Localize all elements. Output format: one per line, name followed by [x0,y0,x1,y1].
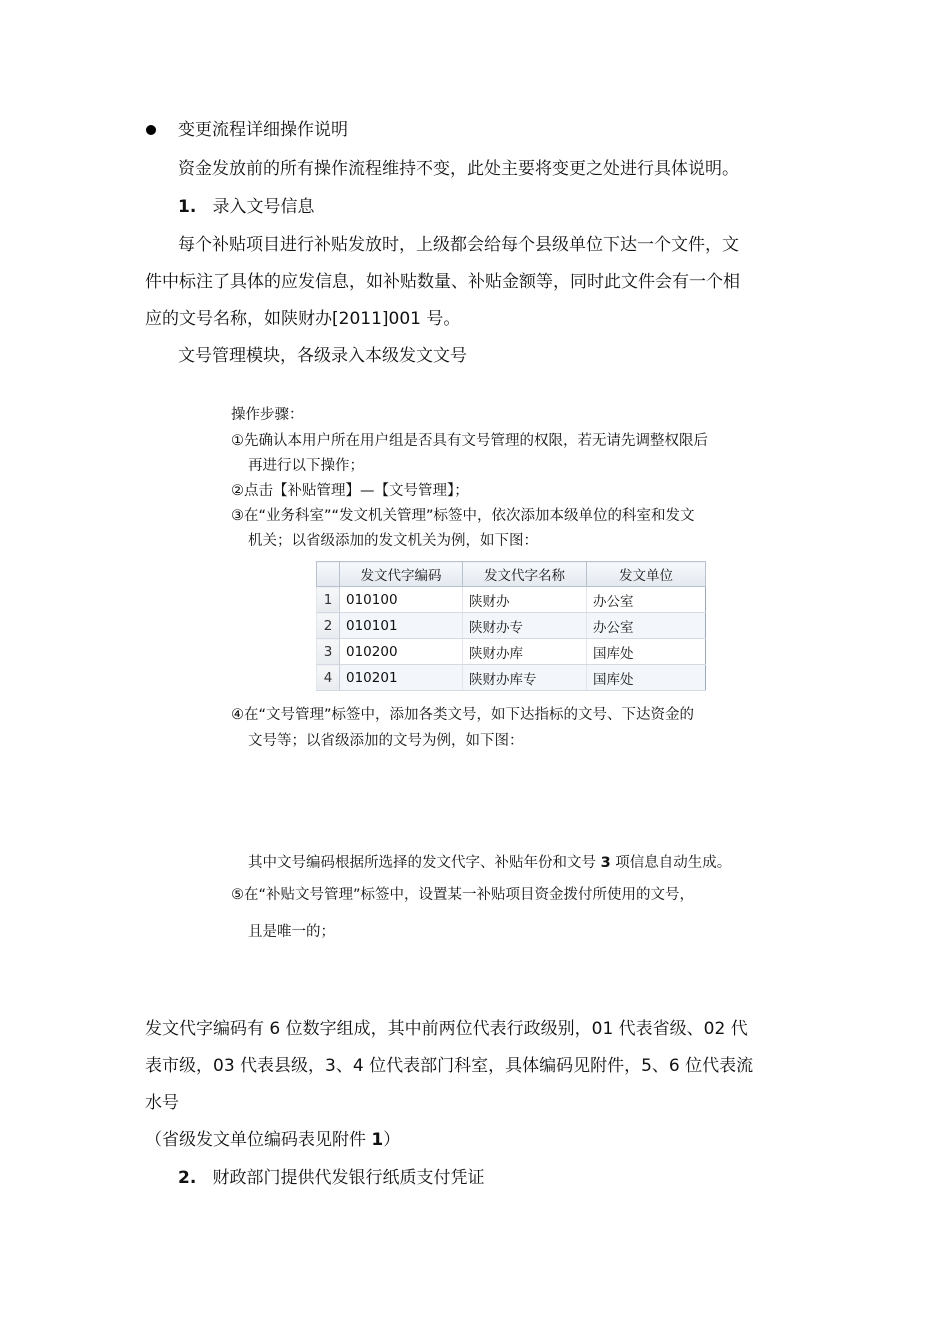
bullet-dot [146,125,156,135]
col-name-header: 发文代字名称 [463,562,587,587]
issuing-agency-table [316,561,706,691]
row-number: 4 [317,665,340,691]
cell-unit: 办公室 [587,613,706,639]
section-title: 变更流程详细操作说明 [178,120,348,140]
row-number: 1 [317,587,340,613]
ops-step4-line1: ④在“文号管理”标签中，添加各类文号，如下达指标的文号、下达资金的 [231,707,695,723]
ops-step1-line1: ①先确认本用户所在用户组是否具有文号管理的权限，若无请先调整权限后 [231,433,708,449]
cell-unit: 国库处 [587,639,706,665]
cell-name: 陕财办库 [463,639,587,665]
step1-para-line2: 件中标注了具体的应发信息，如补贴数量、补贴金额等，同时此文件会有一个相 [145,272,740,292]
cell-code: 010101 [340,613,463,639]
cell-code: 010100 [340,587,463,613]
ops-step3-line2: 机关；以省级添加的发文机关为例，如下图： [248,533,538,549]
table-row[interactable] [317,665,706,691]
attachment-pre: （省级发文单位编码表见附件 [145,1130,372,1150]
row-number: 3 [317,639,340,665]
step1-number: 1. [178,197,197,217]
cell-name: 陕财办 [463,587,587,613]
attachment-post: ） [383,1130,401,1150]
ops-step3-line1: ③在“业务科室”“发文机关管理”标签中，依次添加本级单位的科室和发文 [231,508,695,524]
attachment-num: 1 [371,1130,384,1150]
cell-name: 陕财办专 [463,613,587,639]
ops-step2: ②点击【补贴管理】—【文号管理】； [231,483,469,499]
col-code-header: 发文代字编码 [340,562,463,587]
step2-title: 财政部门提供代发银行纸质支付凭证 [212,1168,485,1188]
cell-code: 010201 [340,665,463,691]
row-number-header [317,562,340,587]
step2-number: 2. [178,1168,197,1188]
ops-heading: 操作步骤： [231,407,304,423]
step1-para-line1: 每个补贴项目进行补贴发放时，上级都会给每个县级单位下达一个文件，文 [178,235,739,255]
cell-unit: 国库处 [587,665,706,691]
step2-heading [178,1167,485,1189]
ops-note-num: 3 [600,855,611,871]
coding-line1: 发文代字编码有 6 位数字组成，其中前两位代表行政级别，01 代表省级、02 代 [145,1019,748,1039]
step1-title: 录入文号信息 [212,197,315,217]
step1-para-line3: 应的文号名称，如陕财办[2011]001 号。 [145,309,461,329]
table-row[interactable] [317,639,706,665]
row-number: 2 [317,613,340,639]
ops-note [248,853,731,873]
attachment-note [145,1129,400,1151]
intro-paragraph: 资金发放前的所有操作流程维持不变，此处主要将变更之处进行具体说明。 [178,159,739,179]
step1-heading [178,196,315,218]
ops-step1-line2: 再进行以下操作； [248,458,364,474]
ops-step4-line2: 文号等；以省级添加的文号为例，如下图： [248,733,524,749]
table-header-row [317,562,706,587]
table-row[interactable] [317,587,706,613]
coding-line2: 表市级，03 代表县级，3、4 位代表部门科室，具体编码见附件，5、6 位代表流 [145,1056,754,1076]
table-row[interactable] [317,613,706,639]
cell-name: 陕财办库专 [463,665,587,691]
ops-step5-line2: 且是唯一的； [248,924,335,940]
cell-code: 010200 [340,639,463,665]
coding-line3: 水号 [145,1093,179,1113]
cell-unit: 办公室 [587,587,706,613]
module-line: 文号管理模块，各级录入本级发文文号 [178,346,467,366]
ops-note-pre: 其中文号编码根据所选择的发文代字、补贴年份和文号 [248,855,601,871]
ops-note-post: 项信息自动生成。 [610,855,732,871]
col-unit-header: 发文单位 [587,562,706,587]
ops-step5-line1: ⑤在“补贴文号管理”标签中，设置某一补贴项目资金拨付所使用的文号， [231,887,695,903]
